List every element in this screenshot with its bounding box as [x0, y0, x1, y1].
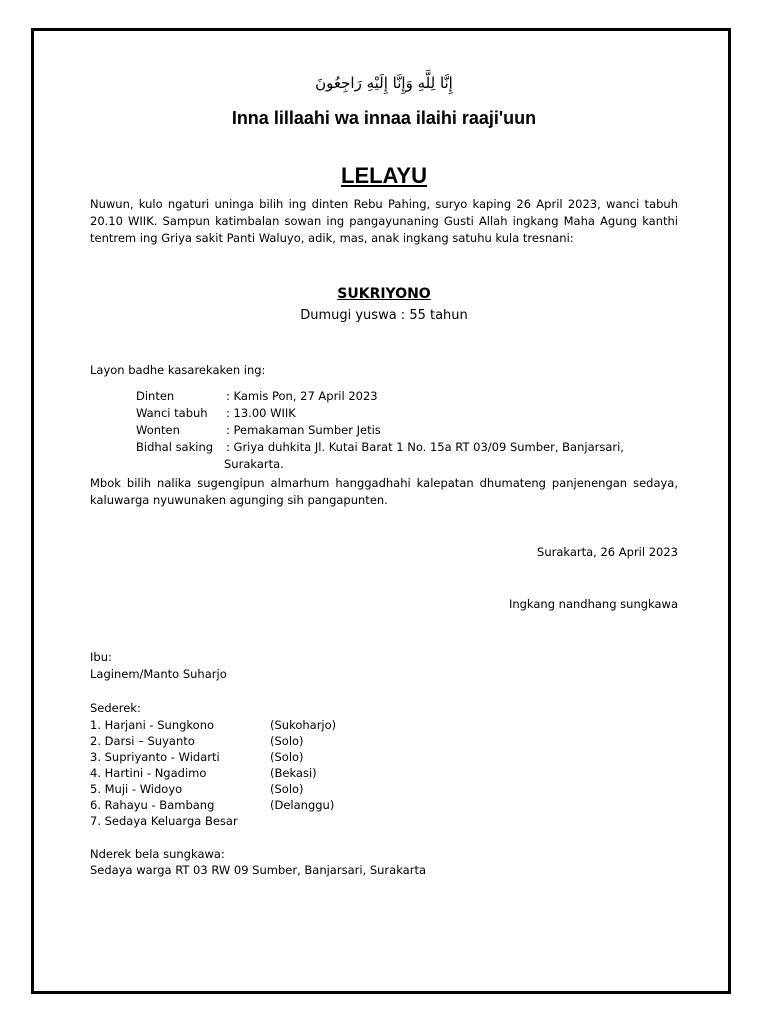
- sibling-location: (Delanggu): [270, 798, 335, 812]
- detail-value-place: : Pemakaman Sumber Jetis: [226, 423, 381, 437]
- sibling-name: 5. Muji - Widoyo: [90, 782, 183, 796]
- funeral-heading: Layon badhe kasarekaken ing:: [90, 363, 266, 377]
- detail-value-departure: : Griya duhkita Jl. Kutai Barat 1 No. 15a RT 03/09 Sumber, Banjarsari,: [226, 440, 624, 454]
- siblings-label: Sederek:: [90, 701, 141, 715]
- detail-address-cont: Surakarta.: [224, 457, 284, 471]
- deceased-name: SUKRIYONO: [337, 286, 431, 302]
- sibling-location: (Solo): [270, 734, 304, 748]
- sibling-name: 3. Supriyanto - Widarti: [90, 750, 220, 764]
- detail-value-day: : Kamis Pon, 27 April 2023: [226, 389, 378, 403]
- intro-paragraph: Nuwun, kulo ngaturi uninga bilih ing dinten Rebu Pahing, suryo kaping 26 April 2023, wanci tabuh 20.10 WIIK. Sampun katimbalan sowan ing pangayunaning Gusti Allah ingkang Maha Agung kanthi tentrem ing Griya sakit Panti Waluyo, adik, mas, anak ingkang satuhu kula tresnani:: [90, 197, 678, 245]
- transliteration-line: Inna lillaahi wa innaa ilaihi raaji'uun: [231, 108, 537, 128]
- detail-label-day: Dinten: [136, 389, 175, 403]
- sibling-name: 1. Harjani - Sungkono: [90, 718, 215, 732]
- place-date: Surakarta, 26 April 2023: [537, 545, 678, 559]
- sibling-name: 4. Hartini - Ngadimo: [90, 766, 207, 780]
- apology-paragraph: Mbok bilih nalika sugengipun almarhum hanggadhahi kalepatan dhumateng panjenengan sedaya, kaluwarga nyuwunaken agunging sih pangapunten.: [90, 476, 678, 507]
- detail-label-time: Wanci tabuh: [136, 406, 208, 420]
- page-title: LELAYU: [341, 163, 427, 188]
- detail-label-departure: Bidhal saking: [136, 440, 214, 454]
- sibling-name: 7. Sedaya Keluarga Besar: [90, 814, 238, 828]
- mother-label: Ibu:: [90, 650, 112, 664]
- detail-value-time: : 13.00 WIIK: [226, 406, 296, 420]
- condolence-label: Nderek bela sungkawa:: [90, 847, 225, 861]
- sibling-location: (Solo): [270, 750, 304, 764]
- mourner-label: Ingkang nandhang sungkawa: [508, 597, 678, 611]
- sibling-name: 6. Rahayu - Bambang: [90, 798, 215, 812]
- mother-name: Laginem/Manto Suharjo: [90, 667, 227, 681]
- sibling-name: 2. Darsi – Suyanto: [90, 734, 195, 748]
- condolence-text: Sedaya warga RT 03 RW 09 Sumber, Banjarsari, Surakarta: [90, 863, 426, 877]
- arabic-verse: إِنَّا لِلَّهِ وَإِنَّا إِلَيْهِ رَاجِعُونَ: [315, 74, 453, 92]
- deceased-age: Dumugi yuswa : 55 tahun: [300, 308, 468, 323]
- sibling-location: (Bekasi): [270, 766, 317, 780]
- sibling-location: (Sukoharjo): [270, 718, 337, 732]
- detail-label-place: Wonten: [136, 423, 180, 437]
- sibling-location: (Solo): [270, 782, 304, 796]
